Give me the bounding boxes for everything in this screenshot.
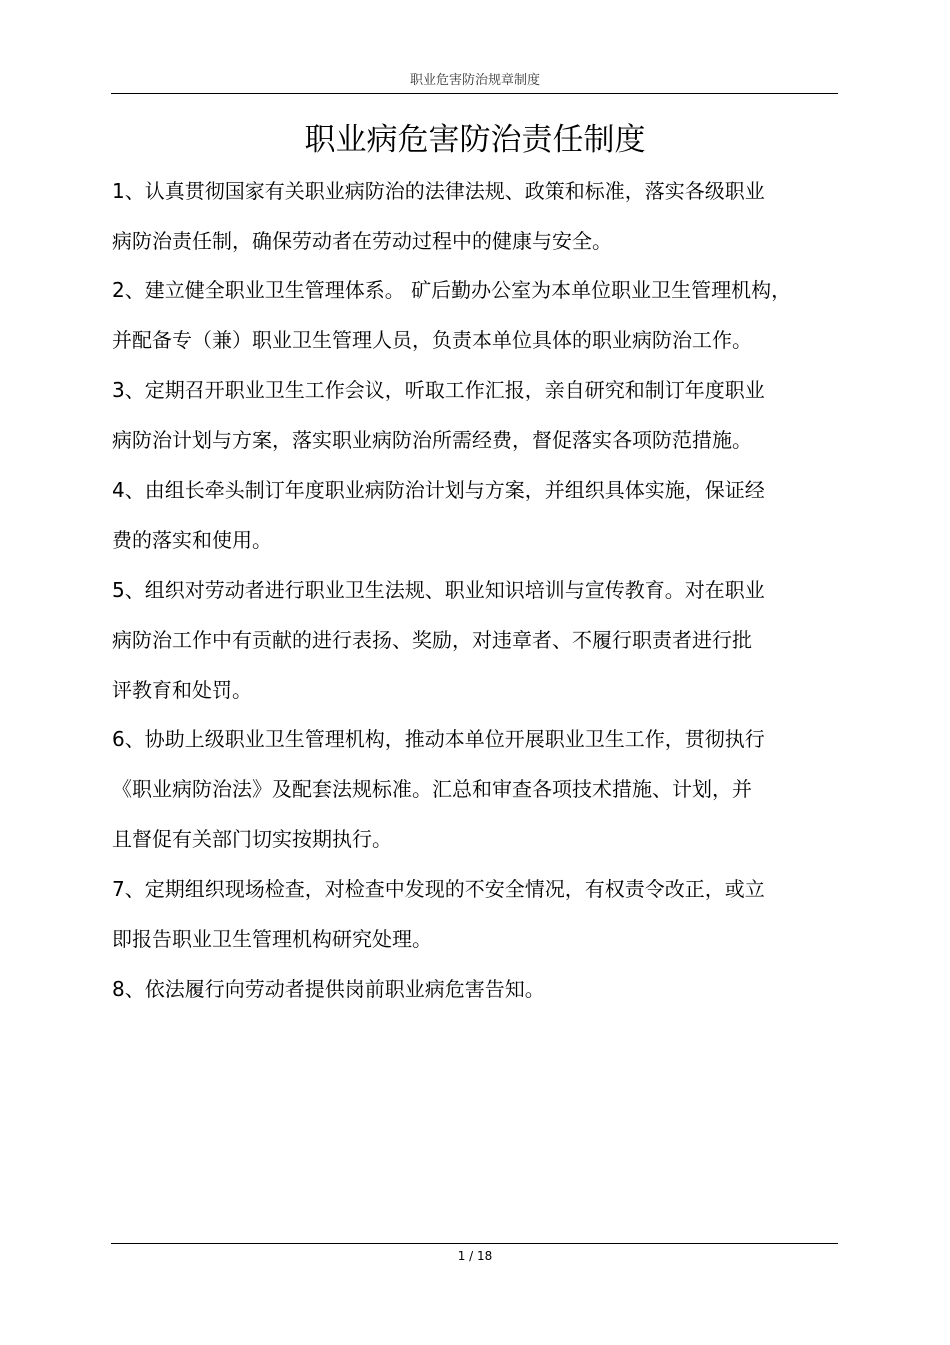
paragraph-line: 5、组织对劳动者进行职业卫生法规、职业知识培训与宣传教育。对在职业 [112, 578, 765, 602]
paragraph-line: 4、由组长牵头制订年度职业病防治计划与方案，并组织具体实施，保证经 [112, 478, 765, 502]
header-title: 职业危害防治规章制度 [409, 73, 540, 88]
paragraph-line: 且督促有关部门切实按期执行。 [112, 827, 392, 851]
paragraph-line: 即报告职业卫生管理机构研究处理。 [112, 927, 432, 951]
footer-divider [111, 1243, 838, 1244]
paragraph-line: 费的落实和使用。 [112, 528, 272, 552]
paragraph-line: 评教育和处罚。 [112, 678, 252, 702]
document-title: 职业病危害防治责任制度 [304, 122, 646, 158]
paragraph-line: 病防治工作中有贡献的进行表扬、奖励，对违章者、不履行职责者进行批 [112, 628, 752, 652]
paragraph-line: 7、定期组织现场检查，对检查中发现的不安全情况，有权责令改正，或立 [112, 877, 765, 901]
paragraph-line: 1、认真贯彻国家有关职业病防治的法律法规、政策和标准，落实各级职业 [112, 179, 765, 203]
paragraph-line: 3、定期召开职业卫生工作会议，听取工作汇报，亲自研究和制订年度职业 [112, 378, 765, 402]
paragraph-line: 病防治计划与方案，落实职业病防治所需经费，督促落实各项防范措施。 [112, 428, 752, 452]
paragraph-line: 2、建立健全职业卫生管理体系。 矿后勤办公室为本单位职业卫生管理机构， [112, 278, 792, 302]
paragraph-line: 病防治责任制，确保劳动者在劳动过程中的健康与安全。 [112, 229, 612, 253]
paragraph-line: 《职业病防治法》及配套法规标准。汇总和审查各项技术措施、计划，并 [112, 777, 752, 801]
paragraph-line: 6、协助上级职业卫生管理机构，推动本单位开展职业卫生工作，贯彻执行 [112, 727, 765, 751]
page-number: 1 / 18 [457, 1249, 493, 1263]
paragraph-line: 8、依法履行向劳动者提供岗前职业病危害告知。 [112, 977, 545, 1001]
paragraph-line: 并配备专（兼）职业卫生管理人员，负责本单位具体的职业病防治工作。 [112, 328, 752, 352]
header-divider [111, 93, 838, 94]
